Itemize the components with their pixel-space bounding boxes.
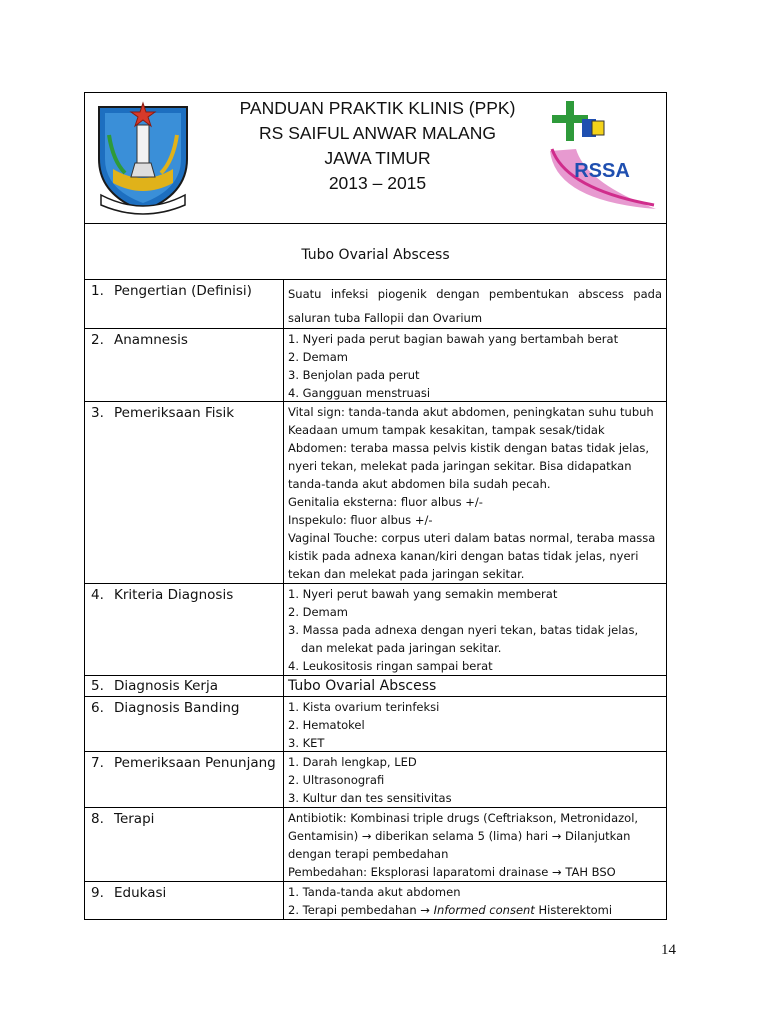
content-line: 3. Benjolan pada perut: [288, 368, 420, 382]
row-number: 1.: [91, 283, 104, 299]
emphasis-text: Informed consent: [433, 903, 535, 917]
row-number: 4.: [91, 587, 104, 603]
content-line: dan melekat pada jaringan sekitar.: [301, 641, 502, 655]
row-label-text: Kriteria Diagnosis: [114, 587, 234, 603]
content-line: 3. Kultur dan tes sensitivitas: [288, 791, 452, 805]
content-line: Pembedahan: Eksplorasi laparatomi drainase → TAH BSO: [288, 865, 616, 879]
title-line-2: RS SAIFUL ANWAR MALANG: [259, 123, 496, 143]
content-line: 1. Darah lengkap, LED: [288, 755, 417, 769]
content-line: tekan dan melekat pada jaringan sekitar.: [288, 567, 525, 581]
row-content: [284, 280, 666, 328]
row-content: [284, 329, 666, 401]
table-row-diagnosis-banding: [85, 697, 666, 752]
row-label-text: Terapi: [114, 811, 155, 827]
row-content: [284, 402, 666, 583]
content-line: tanda-tanda akut abdomen bila sudah pecah.: [288, 477, 551, 491]
content-text: Histerektomi: [534, 903, 613, 917]
row-content: [284, 882, 666, 919]
document-header: [85, 93, 666, 224]
row-label: [85, 280, 284, 328]
row-content: [284, 584, 666, 675]
content-line: 2. Hematokel: [288, 718, 365, 732]
content-text: 2. Terapi pembedahan →: [288, 903, 434, 917]
title-line-1: PANDUAN PRAKTIK KLINIS (PPK): [239, 98, 516, 118]
row-label-text: Pengertian (Definisi): [114, 283, 252, 299]
content-line: 3. KET: [288, 736, 325, 750]
row-number: 9.: [91, 885, 104, 901]
row-label: [85, 882, 284, 919]
topic-title: Tubo Ovarial Abscess: [85, 224, 666, 280]
provincial-emblem-icon: [91, 99, 195, 215]
row-label-text: Edukasi: [114, 885, 167, 901]
content-line: 2. Demam: [288, 605, 349, 619]
content-line: 1. Nyeri perut bawah yang semakin memberat: [288, 587, 558, 601]
content-line: Genitalia eksterna: fluor albus +/-: [288, 495, 483, 509]
content-line: Abdomen: teraba massa pelvis kistik dengan batas tidak jelas,: [288, 441, 650, 455]
rssa-logo-icon: [546, 97, 662, 215]
table-row-pemeriksaan-fisik: [85, 402, 666, 584]
content-line: [288, 901, 662, 919]
table-row-terapi: [85, 808, 666, 882]
table-row-definisi: [85, 280, 666, 329]
row-label: [85, 697, 284, 751]
row-content: [284, 808, 666, 881]
content-line: 1. Kista ovarium terinfeksi: [288, 700, 440, 714]
content-line: 2. Demam: [288, 350, 349, 364]
content-line: Suatu infeksi piogenik dengan pembentukan abscess pada: [288, 287, 662, 301]
content-line: Vital sign: tanda-tanda akut abdomen, peningkatan suhu tubuh: [288, 405, 654, 419]
table-row-edukasi: [85, 882, 666, 919]
rssa-logo-text: RSSA: [574, 160, 630, 182]
ppk-document: [84, 92, 667, 920]
content-line: 4. Leukositosis ringan sampai berat: [288, 659, 493, 673]
row-number: 6.: [91, 700, 104, 716]
content-line: dengan terapi pembedahan: [288, 847, 449, 861]
row-number: 8.: [91, 811, 104, 827]
row-number: 3.: [91, 405, 104, 421]
content-line: 1. Tanda-tanda akut abdomen: [288, 885, 461, 899]
row-label: [85, 329, 284, 401]
title-line-3: JAWA TIMUR: [324, 148, 431, 168]
row-number: 7.: [91, 755, 104, 771]
content-line: Keadaan umum tampak kesakitan, tampak sesak/tidak: [288, 423, 605, 437]
content-line: nyeri tekan, melekat pada jaringan sekitar. Bisa didapatkan: [288, 459, 632, 473]
content-line: 4. Gangguan menstruasi: [288, 386, 431, 400]
row-label: [85, 752, 284, 807]
row-label-text: Pemeriksaan Penunjang: [114, 755, 276, 771]
page-number: 14: [661, 942, 676, 958]
content-line: 1. Nyeri pada perut bagian bawah yang bertambah berat: [288, 332, 619, 346]
row-label: [85, 584, 284, 675]
row-label-text: Pemeriksaan Fisik: [114, 405, 235, 421]
row-content: [284, 697, 666, 751]
content-line: Inspekulo: fluor albus +/-: [288, 513, 433, 527]
content-line: 2. Ultrasonografi: [288, 773, 385, 787]
row-content: [284, 752, 666, 807]
title-line-4: 2013 – 2015: [328, 173, 427, 193]
content-line: Tubo Ovarial Abscess: [288, 678, 437, 694]
table-row-anamnesis: [85, 329, 666, 402]
row-label-text: Diagnosis Kerja: [114, 678, 218, 694]
table-row-pemeriksaan-penunjang: [85, 752, 666, 808]
row-content: [284, 676, 666, 696]
table-row-kriteria-diagnosis: [85, 584, 666, 676]
row-number: 5.: [91, 678, 104, 694]
document-title: [205, 96, 550, 196]
row-number: 2.: [91, 332, 104, 348]
row-label-text: Anamnesis: [114, 332, 188, 348]
content-line: 3. Massa pada adnexa dengan nyeri tekan, batas tidak jelas,: [288, 623, 639, 637]
content-line: saluran tuba Fallopii dan Ovarium: [288, 311, 483, 325]
row-label: [85, 676, 284, 696]
content-line: Vaginal Touche: corpus uteri dalam batas normal, teraba massa: [288, 531, 656, 545]
content-line: Antibiotik: Kombinasi triple drugs (Ceftriakson, Metronidazol,: [288, 811, 639, 825]
table-row-diagnosis-kerja: [85, 676, 666, 697]
content-line: kistik pada adnexa kanan/kiri dengan batas tidak jelas, nyeri: [288, 549, 639, 563]
content-line: Gentamisin) → diberikan selama 5 (lima) hari → Dilanjutkan: [288, 829, 631, 843]
row-label: [85, 402, 284, 583]
row-label-text: Diagnosis Banding: [114, 700, 240, 716]
row-label: [85, 808, 284, 881]
